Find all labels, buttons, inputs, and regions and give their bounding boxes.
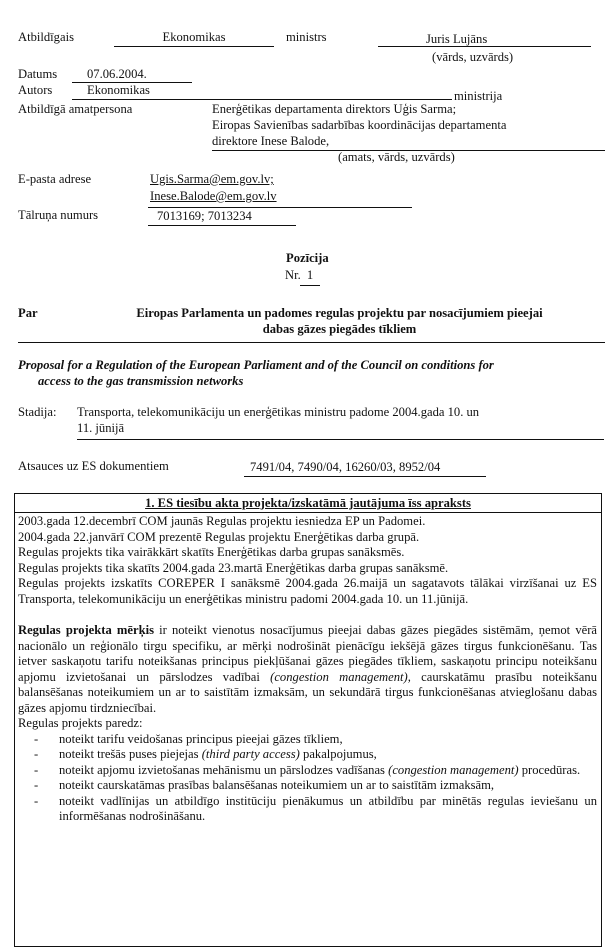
- name-hint: (vārds, uzvārds): [432, 50, 514, 64]
- provisions-list: [18, 732, 597, 825]
- references-label: Atsauces uz ES dokumentiem: [18, 459, 169, 473]
- aim-bold: Regulas projekta mērķis: [18, 623, 154, 637]
- author-underline: [72, 99, 452, 100]
- history-line-4: Regulas projekts tika skatīts 2004.gada 23.martā Enerģētikas darba grupas sanāksmē.: [18, 560, 449, 575]
- email-link-sarma[interactable]: Ugis.Sarma@em.gov.lv;: [150, 172, 274, 186]
- email-underline: [148, 207, 412, 208]
- official-hint: (amats, vārds, uzvārds): [338, 150, 455, 164]
- subject-english-line-2: access to the gas transmission networks: [38, 374, 244, 388]
- official-label: Atbildīgā amatpersona: [18, 102, 133, 116]
- subject-english-line-1: Proposal for a Regulation of the European Parliament and of the Council on conditions for: [18, 358, 494, 372]
- list-item: - noteikt trešās puses piejejas (third party access) pakalpojumus,: [18, 747, 597, 763]
- history-line-1: 2003.gada 12.decembrī COM jaunās Regulas projektu iesniedza EP un Padomei.: [18, 514, 426, 528]
- position-title: Pozīcija: [286, 251, 329, 265]
- stage-line-1: Transporta, telekomunikāciju un enerģētikas ministru padome 2004.gada 10. un: [77, 405, 480, 419]
- ministry-underline: [114, 46, 274, 47]
- official-line-2: Eiropas Savienības sadarbības koordinācijas departamenta: [212, 118, 507, 132]
- author-ministry: Ekonomikas: [87, 83, 150, 97]
- subject-title-line-2: dabas gāzes piegādes tīkliem: [262, 322, 417, 336]
- list-item: - noteikt apjomu izvietošanas mehānismu un pārslodzes vadīšanas (congestion management) procedūras.: [18, 763, 597, 779]
- history-line-2: 2004.gada 22.janvārī COM prezentē Regulas projektu Enerģētikas darba grupā.: [18, 529, 420, 544]
- aim-italic: (congestion management),: [270, 669, 411, 684]
- ministry-name: Ekonomikas: [162, 30, 226, 44]
- phone-label: Tālruņa numurs: [18, 208, 99, 222]
- subject-title-line-1: Eiropas Parlamenta un padomes regulas projektu par nosacījumiem pieejai: [136, 306, 543, 320]
- subject-underline: [18, 342, 605, 343]
- section-1-title: 1. ES tiesību akta projekta/izskatāmā jautājuma īss apraksts: [15, 494, 601, 513]
- email-label: E-pasta adrese: [18, 172, 92, 186]
- date-value: 07.06.2004.: [87, 67, 147, 81]
- minister-name: Juris Lujāns: [426, 32, 488, 46]
- responsible-label: Atbildīgais: [18, 30, 74, 44]
- stage-label: Stadija:: [18, 405, 57, 419]
- subject-label: Par: [18, 306, 38, 320]
- official-line-3: direktore Inese Balode,: [212, 134, 330, 148]
- official-line-1: Enerģētikas departamenta direktors Uģis Sarma;: [212, 102, 457, 116]
- provides-label: Regulas projekts paredz:: [18, 716, 143, 730]
- position-nr-value: 1: [306, 268, 314, 282]
- stage-line-2: 11. jūnijā: [77, 421, 125, 435]
- coreper-paragraph: Regulas projekts izskatīts COREPER I sanāksmē 2004.gada 26.maijā un sagatavots tālākai virzīšanai uz ES Transporta, telekomunikāciju un enerģētikas ministru padomi 2004.gada 10. un 11.jūnijā.: [18, 576, 597, 606]
- date-label: Datums: [18, 67, 58, 81]
- phone-value: 7013169; 7013234: [157, 209, 252, 223]
- list-item: - noteikt vadlīnijas un atbildīgo institūciju pienākumus un atbildību par minētās regulas ieviešanu un informēšanas nodrošināšanu.: [18, 794, 597, 825]
- references-value: 7491/04, 7490/04, 16260/03, 8952/04: [250, 460, 441, 474]
- history-line-3: Regulas projekts tika vairākkārt skatīts Enerģētikas darba grupas sanāksmēs.: [18, 545, 405, 559]
- references-underline: [244, 476, 486, 477]
- stage-underline: [77, 439, 604, 440]
- aim-paragraph: Regulas projekta mērķis ir noteikt vienotus nosacījumus pieejai dabas gāzes piegādes sistēmām, ņemot vērā nacionālo un reģionālo tirgu specifiku, ar mērķi nodrošināt pienācīgu iekšējā gāzes tirgus funkcionēšanu. Tas ietver saskaņotu tarifu noteikšanas principus piekļūšanai gāzes piegādes tīkliem, saskaņotu principu noteikšanu apjomu izvietošanai un pārslodzes vadībai (congestion management), caurskatāmu prasību noteikšanu balansēšanas noteikumiem un ar to saistītām izmaksām, un sekundārā tirgus funkcionēšanas atvieglošanu dabas gāzes apjomu tirdzniecībai.: [18, 623, 597, 715]
- author-label: Autors: [18, 83, 53, 97]
- position-nr-underline: [300, 285, 320, 286]
- email-link-balode[interactable]: Inese.Balode@em.gov.lv: [150, 189, 277, 203]
- section-1-box: [14, 493, 602, 947]
- phone-underline: [148, 225, 296, 226]
- minister-word: ministrs: [286, 30, 327, 44]
- list-item: - noteikt tarifu veidošanas principus pieejai gāzes tīkliem,: [18, 732, 597, 748]
- list-item: - noteikt caurskatāmas prasības balansēšanas noteikumiem un ar to saistītām izmaksām,: [18, 778, 597, 794]
- position-nr-label: Nr.: [285, 268, 301, 282]
- ministry-word: ministrija: [454, 89, 503, 103]
- section-1-body: [15, 513, 601, 825]
